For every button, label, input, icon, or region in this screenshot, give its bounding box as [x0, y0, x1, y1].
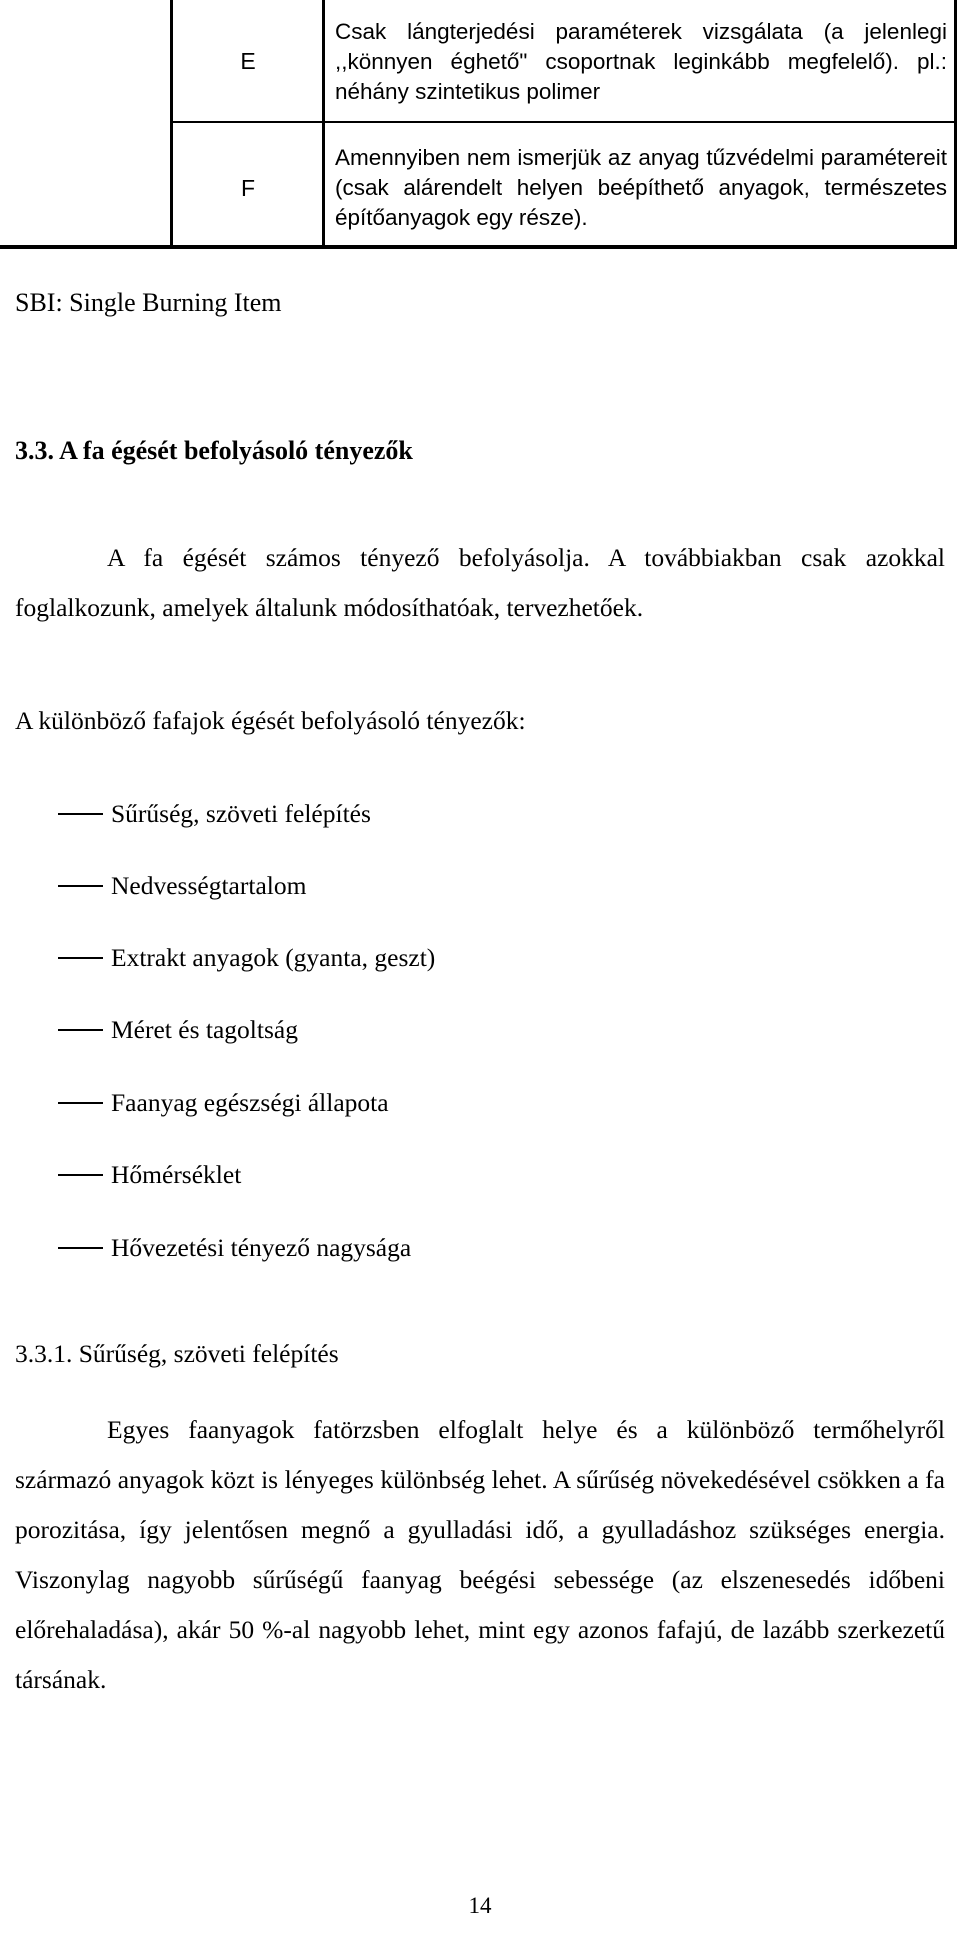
subsection-paragraph: Egyes faanyagok fatörzsben elfoglalt helye és a különböző termőhelyről származó anyagok közt is lényeges különbség lehet. A sűrűség növekedésével csökken a fa porozitása, így jelentősen megnő a gyulladási idő, a gyulladáshoz szükséges energia. Viszonylag nagyobb sűrűségű faanyag beégési sebessége (az elszenesedés időbeni előrehaladása), akár 50 %-al nagyobb lehet, mint egy azonos fafajú, de lazább szerkezetű társának. [15, 1415, 945, 1694]
dash-bullet [58, 885, 103, 887]
table-row-e-class: E [240, 48, 256, 74]
list-item: Hővezetési tényező nagysága [58, 1231, 411, 1265]
list-item: Nedvességtartalom [58, 869, 306, 903]
list-item: Méret és tagoltság [58, 1013, 298, 1047]
table-row-divider [172, 121, 957, 123]
list-item: Hőmérséklet [58, 1158, 241, 1192]
sbi-caption: SBI: Single Burning Item [15, 288, 282, 317]
subsection-heading: 3.3.1. Sűrűség, szöveti felépítés [15, 1339, 339, 1368]
dash-bullet [58, 1029, 103, 1031]
list-item: Extrakt anyagok (gyanta, geszt) [58, 941, 435, 975]
page-number: 14 [468, 1893, 492, 1918]
section-heading: 3.3. A fa égését befolyásoló tényezők [15, 436, 413, 465]
dash-bullet [58, 1247, 103, 1249]
dash-bullet [58, 957, 103, 959]
dash-bullet [58, 1174, 103, 1176]
table-row-f-class: F [240, 175, 256, 201]
list-intro: A különböző fafajok égését befolyásoló tényezők: [15, 706, 526, 735]
intro-paragraph: A fa égését számos tényező befolyásolja. A továbbiakban csak azokkal foglalkozunk, amelyek általunk módosíthatóak, tervezhetőek. [15, 543, 945, 622]
table-row-e-description: Csak lángterjedési paraméterek vizsgálata (a jelenlegi ,,könnyen éghető" csoportnak leginkább megfelelő). pl.: néhány szintetikus polimer [335, 19, 947, 104]
dash-bullet [58, 813, 103, 815]
dash-bullet [58, 1102, 103, 1104]
list-item: Faanyag egészségi állapota [58, 1086, 389, 1120]
list-item: Sűrűség, szöveti felépítés [58, 797, 371, 831]
fire-class-table [0, 0, 957, 249]
table-row-f-description: Amennyiben nem ismerjük az anyag tűzvédelmi paramétereit (csak alárendelt helyen beépíthető anyagok, természetes építőanyagok egy része). [335, 145, 947, 230]
